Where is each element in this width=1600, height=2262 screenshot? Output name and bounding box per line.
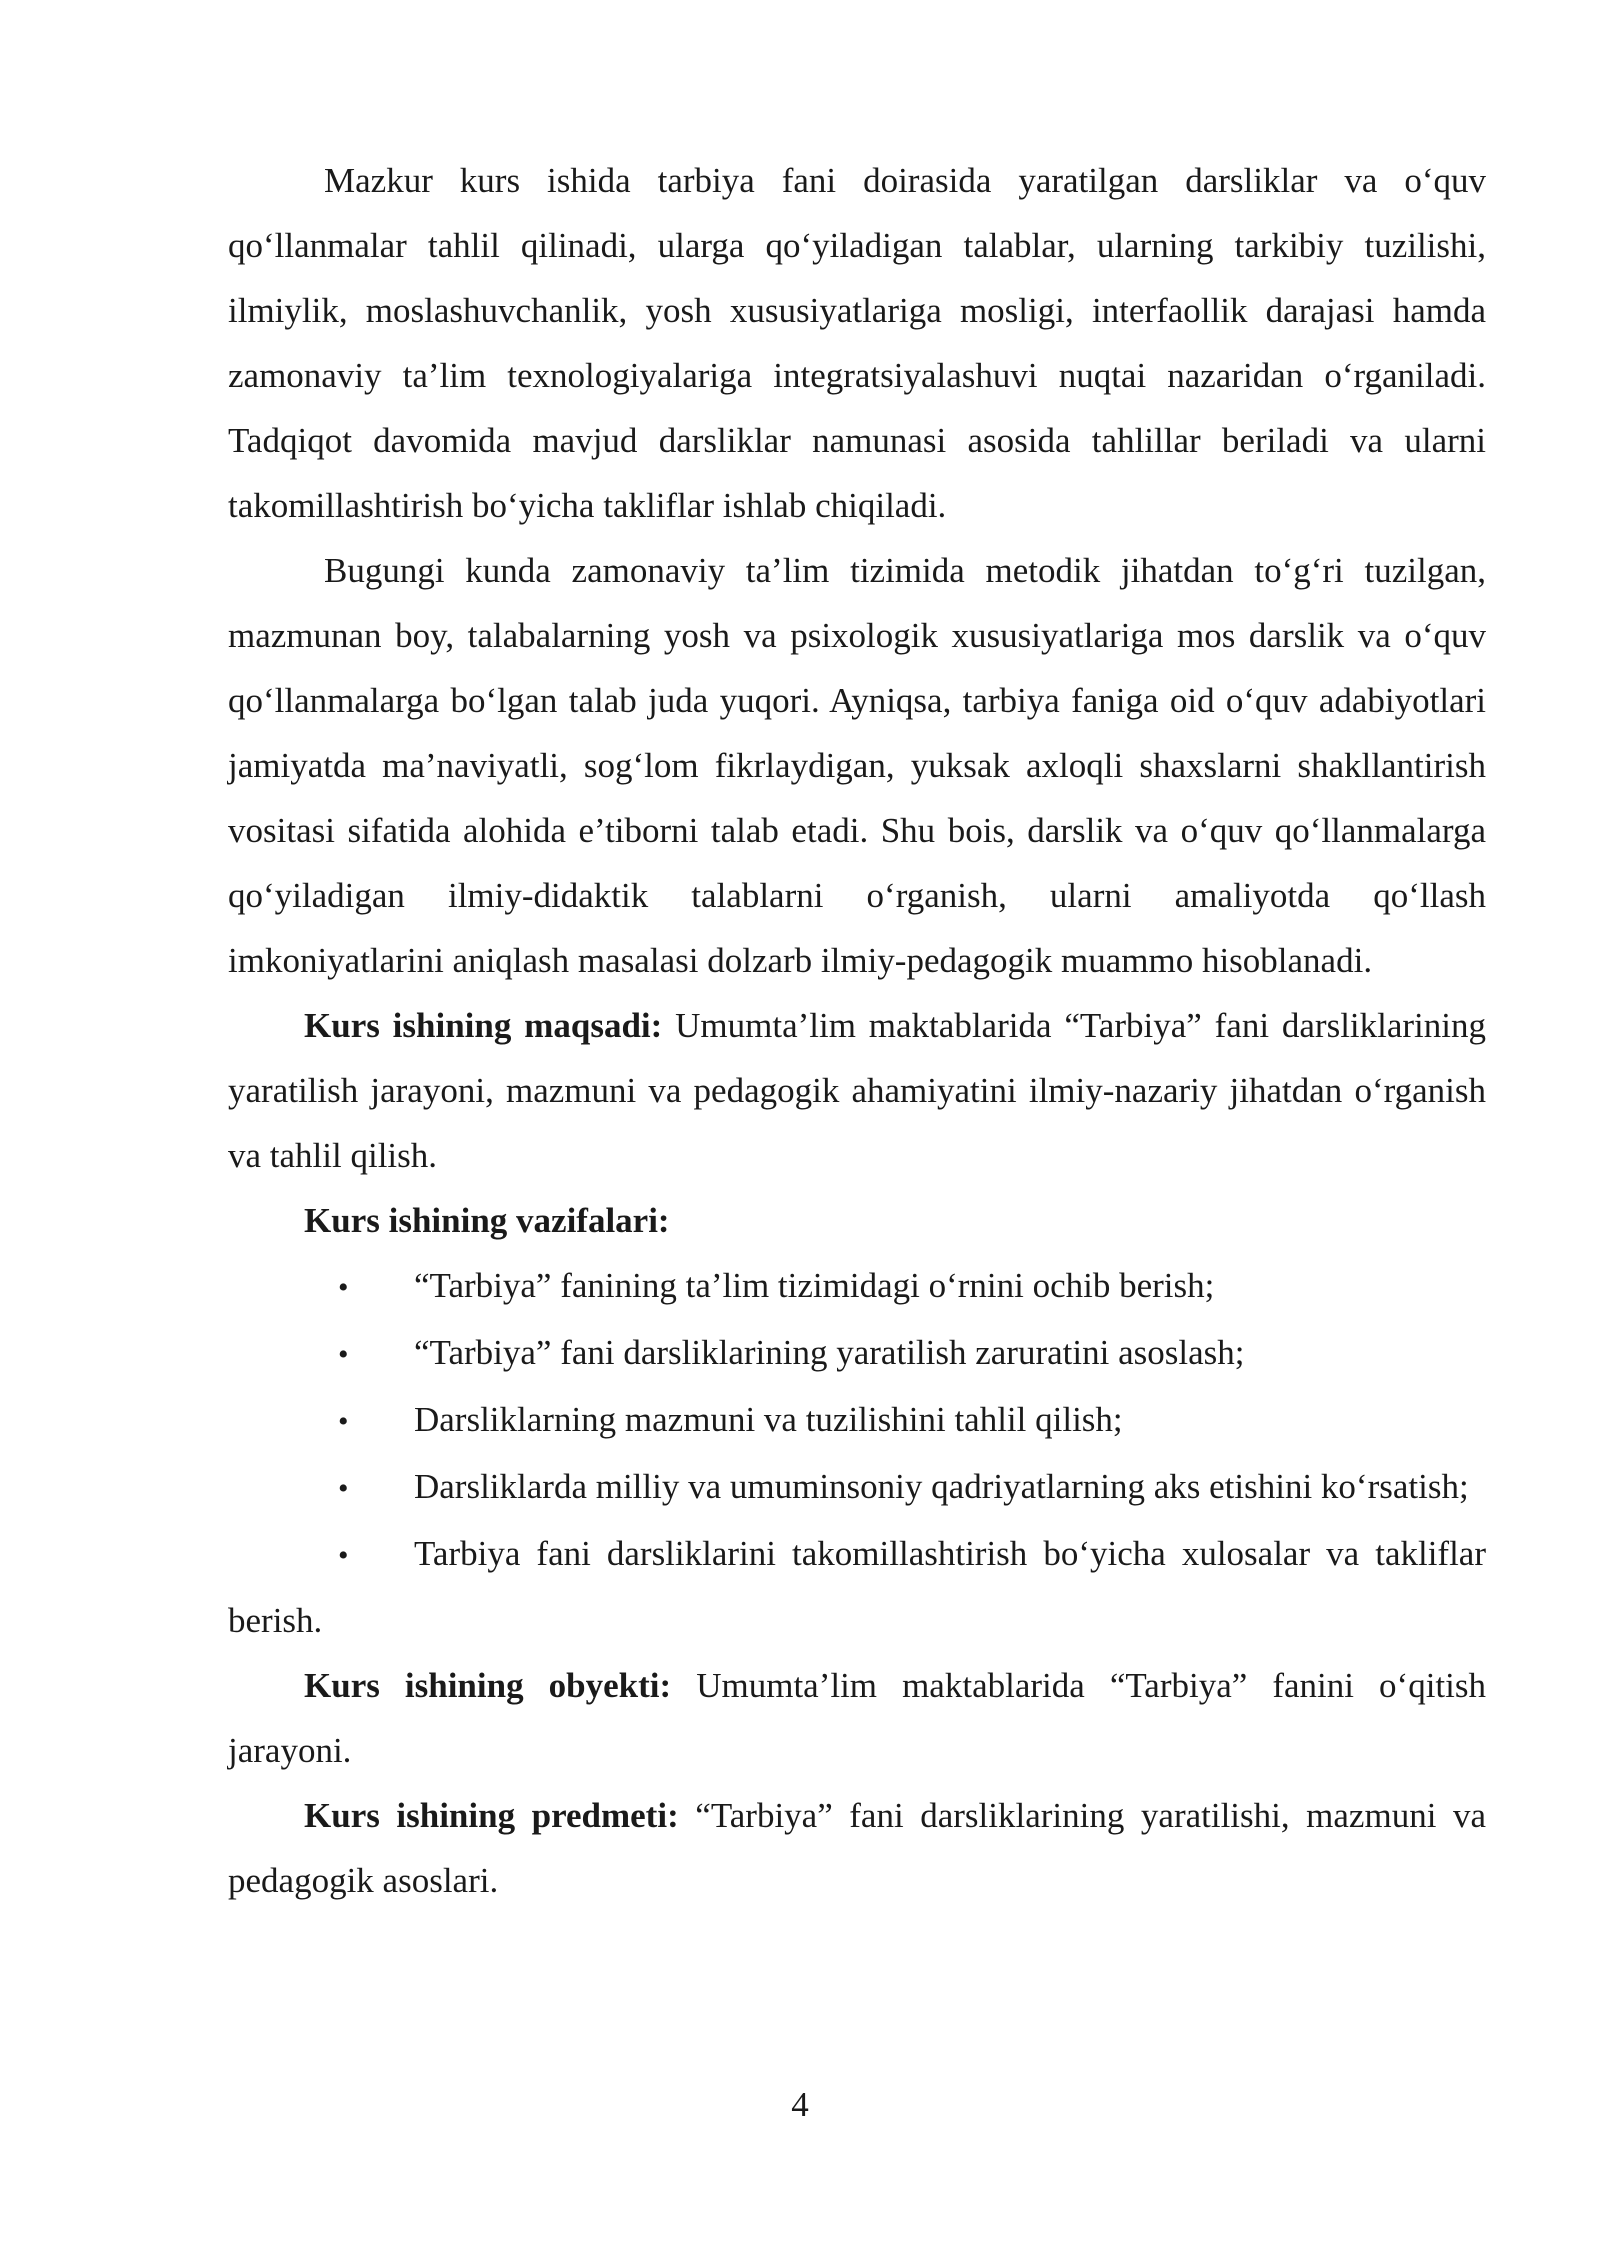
goal-paragraph	[228, 993, 1486, 1188]
task-item-text: “Tarbiya” fanining ta’lim tizimidagi o‘rnini ochib berish;	[414, 1266, 1215, 1305]
intro-paragraph: Mazkur kurs ishida tarbiya fani doirasida yaratilgan darsliklar va o‘quv qo‘llanmalar tahlil qilinadi, ularga qo‘yiladigan talablar, ularning tarkibiy tuzilishi, ilmiylik, moslashuvchanlik, yosh xususiyatlariga mosligi, interfaollik darajasi hamda zamonaviy ta’lim texnologiyalariga integratsiyalashuvi nuqtai nazaridan o‘rganiladi. Tadqiqot davomida mavjud darsliklar namunasi asosida tahlillar beriladi va ularni takomillashtirish bo‘yicha takliflar ishlab chiqiladi.	[228, 161, 1486, 525]
bullet-icon: •	[338, 1472, 349, 1505]
object-paragraph	[228, 1653, 1486, 1783]
object-text: Umumta’lim maktablarida “Tarbiya” fanini o‘qitish jarayoni.	[228, 1666, 1486, 1770]
subject-paragraph	[228, 1783, 1486, 1913]
task-item-text: Tarbiya fani darsliklarini takomillashtirish bo‘yicha xulosalar va takliflar berish.	[228, 1534, 1486, 1640]
bullet-icon: •	[338, 1271, 349, 1304]
task-item-text: Darsliklarning mazmuni va tuzilishini tahlil qilish;	[414, 1400, 1123, 1439]
task-item	[228, 1320, 1486, 1387]
object-label: Kurs ishining obyekti:	[304, 1666, 672, 1705]
task-item	[228, 1253, 1486, 1320]
document-body	[228, 148, 1486, 1913]
bullet-icon: •	[338, 1539, 349, 1572]
subject-label: Kurs ishining predmeti:	[304, 1796, 679, 1835]
relevance-paragraph: Bugungi kunda zamonaviy ta’lim tizimida metodik jihatdan to‘g‘ri tuzilgan, mazmunan boy, talabalarning yosh va psixologik xususiyatlariga mos darslik va o‘quv qo‘llanmalarga bo‘lgan talab juda yuqori. Ayniqsa, tarbiya faniga oid o‘quv adabiyotlari jamiyatda ma’naviyatli, sog‘lom fikrlaydigan, yuksak axloqli shaxslarni shakllantirish vositasi sifatida alohida e’tiborni talab etadi. Shu bois, darslik va o‘quv qo‘llanmalarga qo‘yiladigan ilmiy-didaktik talablarni o‘rganish, ularni amaliyotda qo‘llash imkoniyatlarini aniqlash masalasi dolzarb ilmiy-pedagogik muammo hisoblanadi.	[228, 551, 1486, 980]
bullet-icon: •	[338, 1405, 349, 1438]
tasks-label: Kurs ishining vazifalari:	[304, 1201, 670, 1240]
tasks-heading	[228, 1188, 1486, 1253]
goal-text: Umumta’lim maktablarida “Tarbiya” fani darsliklarining yaratilish jarayoni, mazmuni va pedagogik ahamiyatini ilmiy-nazariy jihatdan o‘rganish va tahlil qilish.	[228, 1006, 1486, 1175]
subject-text: “Tarbiya” fani darsliklarining yaratilishi, mazmuni va pedagogik asoslari.	[228, 1796, 1486, 1900]
task-item	[228, 1521, 1486, 1653]
task-item-text: Darsliklarda milliy va umuminsoniy qadriyatlarning aks etishini ko‘rsatish;	[414, 1467, 1469, 1506]
page-number: 4	[791, 2085, 809, 2124]
goal-label: Kurs ishining maqsadi:	[304, 1006, 663, 1045]
task-item	[228, 1387, 1486, 1454]
task-item-text: “Tarbiya” fani darsliklarining yaratilish zaruratini asoslash;	[414, 1333, 1245, 1372]
bullet-icon: •	[338, 1338, 349, 1371]
task-item	[228, 1454, 1486, 1521]
